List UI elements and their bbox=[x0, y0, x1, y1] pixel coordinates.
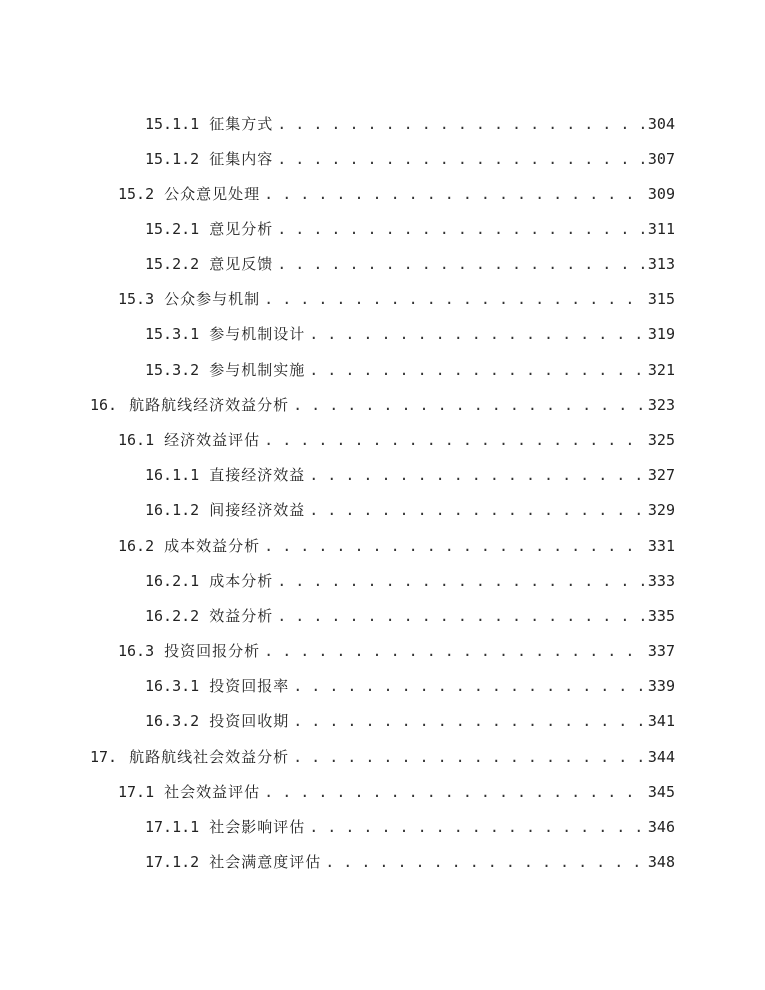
toc-entry[interactable] bbox=[118, 637, 675, 661]
toc-entry-number: 16. bbox=[90, 396, 118, 414]
toc-entry-page: 323 bbox=[647, 396, 675, 414]
toc-leader-dots bbox=[264, 184, 644, 204]
toc-entry-page: 319 bbox=[647, 325, 675, 343]
toc-leader-dots bbox=[309, 500, 644, 520]
toc-entry-title: 社会满意度评估 bbox=[209, 853, 322, 871]
toc-entry-number: 16.1.2 bbox=[145, 501, 200, 519]
toc-entry-number: 16.2.2 bbox=[145, 607, 200, 625]
toc-leader-dots bbox=[309, 360, 644, 380]
toc-entry-page: 348 bbox=[647, 853, 675, 871]
toc-entry-number: 16.2 bbox=[118, 537, 155, 555]
toc-entry-title: 意见反馈 bbox=[209, 255, 274, 273]
toc-entry-title: 公众意见处理 bbox=[164, 185, 261, 203]
toc-entry-title: 参与机制设计 bbox=[209, 325, 306, 343]
toc-entry-title: 投资回报分析 bbox=[164, 642, 261, 660]
toc-entry[interactable] bbox=[145, 250, 675, 274]
toc-entry-page: 321 bbox=[647, 361, 675, 379]
toc-entry[interactable] bbox=[118, 285, 675, 309]
toc-entry-number: 16.3.2 bbox=[145, 712, 200, 730]
toc-leader-dots bbox=[264, 536, 644, 556]
toc-entry-number: 17.1.1 bbox=[145, 818, 200, 836]
toc-entry[interactable] bbox=[145, 707, 675, 731]
toc-entry-title: 征集方式 bbox=[209, 115, 274, 133]
toc-leader-dots bbox=[293, 676, 644, 696]
toc-entry-page: 309 bbox=[647, 185, 675, 203]
toc-entry-title: 投资回收期 bbox=[209, 712, 290, 730]
toc-entry-title: 成本分析 bbox=[209, 572, 274, 590]
toc-entry-page: 346 bbox=[647, 818, 675, 836]
toc-entry-page: 333 bbox=[647, 572, 675, 590]
toc-entry-title: 公众参与机制 bbox=[164, 290, 261, 308]
toc-leader-dots bbox=[264, 782, 644, 802]
toc-entry-page: 315 bbox=[647, 290, 675, 308]
toc-entry-title: 投资回报率 bbox=[209, 677, 290, 695]
toc-leader-dots bbox=[264, 641, 644, 661]
toc-entry-number: 15.2.2 bbox=[145, 255, 200, 273]
toc-entry-number: 15.1.1 bbox=[145, 115, 200, 133]
toc-entry[interactable] bbox=[145, 461, 675, 485]
toc-entry-number: 17. bbox=[90, 748, 118, 766]
toc-entry-title: 航路航线经济效益分析 bbox=[129, 396, 290, 414]
toc-entry-page: 327 bbox=[647, 466, 675, 484]
toc-entry-page: 307 bbox=[647, 150, 675, 168]
toc-entry-title: 意见分析 bbox=[209, 220, 274, 238]
toc-leader-dots bbox=[277, 219, 644, 239]
toc-entry[interactable] bbox=[118, 532, 675, 556]
toc-entry-title: 社会影响评估 bbox=[209, 818, 306, 836]
toc-entry-number: 15.1.2 bbox=[145, 150, 200, 168]
toc-entry-number: 17.1 bbox=[118, 783, 155, 801]
toc-entry-title: 社会效益评估 bbox=[164, 783, 261, 801]
toc-entry-page: 304 bbox=[647, 115, 675, 133]
toc-entry-title: 成本效益分析 bbox=[164, 537, 261, 555]
toc-entry[interactable] bbox=[90, 743, 675, 767]
toc-entry[interactable] bbox=[145, 672, 675, 696]
toc-entry[interactable] bbox=[90, 391, 675, 415]
toc-leader-dots bbox=[264, 289, 644, 309]
toc-entry[interactable] bbox=[145, 602, 675, 626]
toc-entry-number: 15.3 bbox=[118, 290, 155, 308]
toc-entry[interactable] bbox=[145, 145, 675, 169]
toc-leader-dots bbox=[277, 149, 644, 169]
toc-entry-title: 航路航线社会效益分析 bbox=[129, 748, 290, 766]
toc-leader-dots bbox=[309, 324, 644, 344]
toc-entry-number: 15.3.2 bbox=[145, 361, 200, 379]
toc-entry-title: 直接经济效益 bbox=[209, 466, 306, 484]
toc-entry-title: 参与机制实施 bbox=[209, 361, 306, 379]
toc-entry-number: 16.3 bbox=[118, 642, 155, 660]
toc-leader-dots bbox=[277, 254, 644, 274]
toc-leader-dots bbox=[309, 817, 644, 837]
toc-entry-page: 311 bbox=[647, 220, 675, 238]
toc-entry[interactable] bbox=[145, 215, 675, 239]
toc-entry-number: 16.2.1 bbox=[145, 572, 200, 590]
toc-entry-title: 间接经济效益 bbox=[209, 501, 306, 519]
toc-leader-dots bbox=[325, 852, 644, 872]
toc-entry[interactable] bbox=[145, 356, 675, 380]
toc-entry[interactable] bbox=[145, 110, 675, 134]
toc-leader-dots bbox=[293, 747, 644, 767]
toc-entry[interactable] bbox=[145, 496, 675, 520]
toc-entry-number: 15.2.1 bbox=[145, 220, 200, 238]
toc-leader-dots bbox=[309, 465, 644, 485]
toc-entry-page: 337 bbox=[647, 642, 675, 660]
toc-entry-number: 15.3.1 bbox=[145, 325, 200, 343]
toc-entry[interactable] bbox=[145, 813, 675, 837]
toc-leader-dots bbox=[277, 114, 644, 134]
toc-entry-page: 344 bbox=[647, 748, 675, 766]
toc-entry-number: 16.1.1 bbox=[145, 466, 200, 484]
toc-entry-number: 15.2 bbox=[118, 185, 155, 203]
toc-entry-page: 345 bbox=[647, 783, 675, 801]
toc-entry-page: 341 bbox=[647, 712, 675, 730]
toc-leader-dots bbox=[293, 711, 644, 731]
toc-entry-title: 效益分析 bbox=[209, 607, 274, 625]
toc-entry-page: 335 bbox=[647, 607, 675, 625]
toc-entry-page: 325 bbox=[647, 431, 675, 449]
toc-entry[interactable] bbox=[118, 180, 675, 204]
toc-entry-page: 313 bbox=[647, 255, 675, 273]
toc-leader-dots bbox=[277, 606, 644, 626]
toc-entry[interactable] bbox=[118, 426, 675, 450]
toc-leader-dots bbox=[293, 395, 644, 415]
toc-entry-title: 征集内容 bbox=[209, 150, 274, 168]
toc-entry[interactable] bbox=[145, 848, 675, 872]
toc-entry[interactable] bbox=[145, 567, 675, 591]
toc-entry[interactable] bbox=[145, 320, 675, 344]
toc-entry-title: 经济效益评估 bbox=[164, 431, 261, 449]
toc-entry[interactable] bbox=[118, 778, 675, 802]
toc-entry-number: 16.3.1 bbox=[145, 677, 200, 695]
toc-leader-dots bbox=[264, 430, 644, 450]
toc-leader-dots bbox=[277, 571, 644, 591]
toc-entry-page: 339 bbox=[647, 677, 675, 695]
toc-entry-number: 17.1.2 bbox=[145, 853, 200, 871]
toc-entry-page: 329 bbox=[647, 501, 675, 519]
toc-entry-number: 16.1 bbox=[118, 431, 155, 449]
toc-entry-page: 331 bbox=[647, 537, 675, 555]
